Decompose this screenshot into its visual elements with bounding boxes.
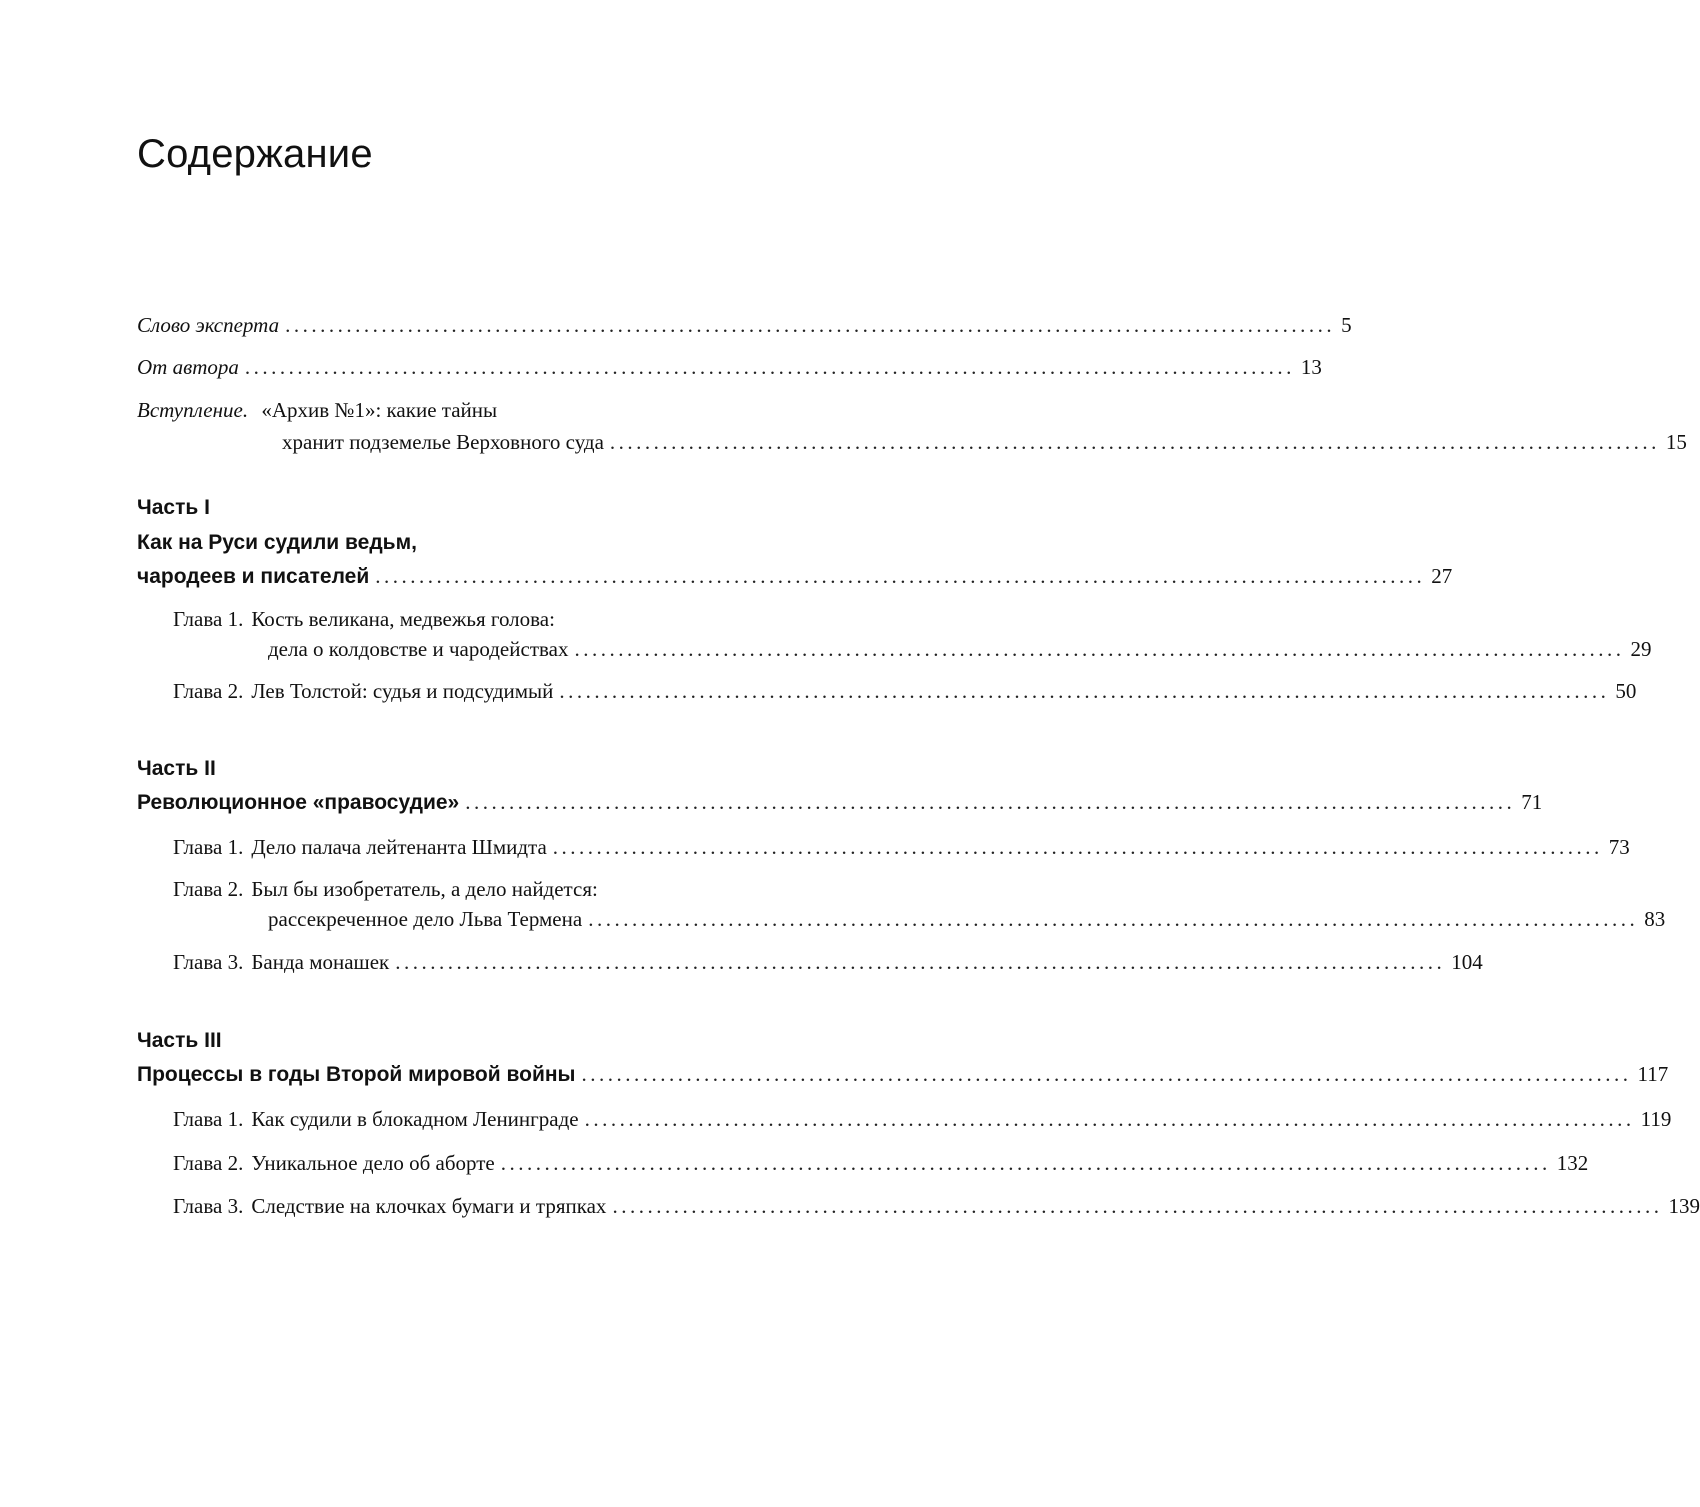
page-number: 50	[1615, 679, 1637, 703]
toc-entry-from-author[interactable]	[137, 351, 1322, 383]
page-number: 5	[1341, 313, 1352, 337]
page-number: 15	[1665, 430, 1687, 454]
chapter-label: Глава 3.	[173, 950, 244, 974]
toc-entry-title	[137, 394, 497, 426]
introduction-prefix: Вступление.	[137, 398, 249, 422]
part-label: Часть II	[137, 757, 216, 780]
part-title: чародеев и писателей	[137, 565, 370, 588]
leader-dots: ........................................................................................................................	[465, 790, 1516, 814]
chapter-label: Глава 2.	[173, 1151, 244, 1175]
leader-dots: ........................................................................................................................	[588, 907, 1639, 931]
chapter-label: Глава 1.	[173, 1107, 244, 1131]
page-number: 73	[1608, 835, 1630, 859]
page-number: 119	[1640, 1107, 1672, 1131]
chapter-title	[173, 603, 555, 635]
toc-entry-introduction-cont[interactable]	[282, 426, 1687, 458]
leader-dots: ........................................................................................................................	[559, 679, 1610, 703]
chapter-title	[173, 946, 389, 978]
page-number: 132	[1556, 1151, 1589, 1175]
leader-dots: ........................................................................................................................	[552, 835, 1603, 859]
chapter-label: Глава 1.	[173, 835, 244, 859]
page-number: 29	[1630, 637, 1652, 661]
part-title: Процессы в годы Второй мировой войны	[137, 1063, 576, 1086]
leader-dots: ........................................................................................................................	[375, 564, 1426, 588]
toc-entry-chapter[interactable]	[173, 675, 1637, 707]
page-title: Содержание	[137, 132, 373, 176]
toc-entry-chapter[interactable]	[173, 873, 857, 905]
toc-entry-chapter[interactable]	[173, 1103, 1672, 1135]
leader-dots: ........................................................................................................................	[500, 1151, 1551, 1175]
chapter-label: Глава 3.	[173, 1194, 244, 1218]
chapter-text: Лев Толстой: судья и подсудимый	[251, 679, 554, 703]
toc-entry-part-3[interactable]	[137, 1058, 1669, 1091]
leader-dots: ........................................................................................................................	[581, 1062, 1632, 1086]
toc-entry-chapter-cont[interactable]	[268, 903, 1666, 935]
toc-entry-part-1[interactable]	[137, 560, 1453, 593]
toc-entry-chapter[interactable]	[173, 1190, 1700, 1222]
chapter-label: Глава 2.	[173, 877, 244, 901]
part-title: Революционное «правосудие»	[137, 791, 460, 814]
chapter-title	[173, 1190, 606, 1222]
chapter-text: Как судили в блокадном Ленинграде	[251, 1107, 579, 1131]
leader-dots: ........................................................................................................................	[285, 313, 1336, 337]
chapter-title	[173, 1147, 495, 1179]
toc-entry-part-2[interactable]	[137, 786, 1543, 819]
chapter-text: Банда монашек	[251, 950, 390, 974]
leader-dots: ........................................................................................................................	[574, 637, 1625, 661]
page-number: 83	[1644, 907, 1666, 931]
chapter-title	[173, 1103, 579, 1135]
chapter-title-cont: рассекреченное дело Льва Термена	[268, 907, 583, 931]
toc-entry-expert-word[interactable]	[137, 309, 1352, 341]
page-number: 117	[1637, 1062, 1669, 1086]
chapter-text: Дело палача лейтенанта Шмидта	[251, 835, 547, 859]
page-number: 104	[1451, 950, 1483, 974]
chapter-text: Следствие на клочках бумаги и тряпках	[251, 1194, 607, 1218]
leader-dots: ........................................................................................................................	[395, 950, 1446, 974]
part-label: Часть III	[137, 1029, 222, 1052]
leader-dots: ........................................................................................................................	[584, 1107, 1635, 1131]
toc-entry-title: От автора	[137, 355, 239, 379]
toc-entry-title-cont: хранит подземелье Верховного суда	[282, 430, 604, 454]
leader-dots: ........................................................................................................................	[609, 430, 1660, 454]
chapter-title	[173, 873, 598, 905]
page-number: 139	[1668, 1194, 1700, 1218]
page-number: 13	[1300, 355, 1322, 379]
chapter-text: Уникальное дело об аборте	[251, 1151, 495, 1175]
introduction-text: «Архив №1»: какие тайны	[261, 398, 498, 422]
part-label: Часть I	[137, 496, 210, 519]
toc-entry-title: Слово эксперта	[137, 313, 280, 337]
toc-entry-chapter[interactable]	[173, 1147, 1589, 1179]
chapter-title	[173, 675, 553, 707]
toc-entry-chapter[interactable]	[173, 946, 1483, 978]
page-number: 27	[1431, 564, 1453, 588]
toc-entry-chapter[interactable]	[173, 831, 1630, 863]
page-number: 71	[1521, 790, 1543, 814]
chapter-title	[173, 831, 547, 863]
leader-dots: ........................................................................................................................	[612, 1194, 1663, 1218]
chapter-text: Был бы изобретатель, а дело найдется:	[251, 877, 598, 901]
toc-entry-introduction[interactable]	[137, 394, 857, 426]
toc-entry-chapter-cont[interactable]	[268, 633, 1652, 665]
chapter-title-cont: дела о колдовстве и чародействах	[268, 637, 569, 661]
chapter-text: Кость великана, медвежья голова:	[251, 607, 555, 631]
chapter-label: Глава 2.	[173, 679, 244, 703]
toc-entry-chapter[interactable]	[173, 603, 857, 635]
part-title: Как на Руси судили ведьм,	[137, 531, 417, 554]
leader-dots: ........................................................................................................................	[244, 355, 1295, 379]
chapter-label: Глава 1.	[173, 607, 244, 631]
